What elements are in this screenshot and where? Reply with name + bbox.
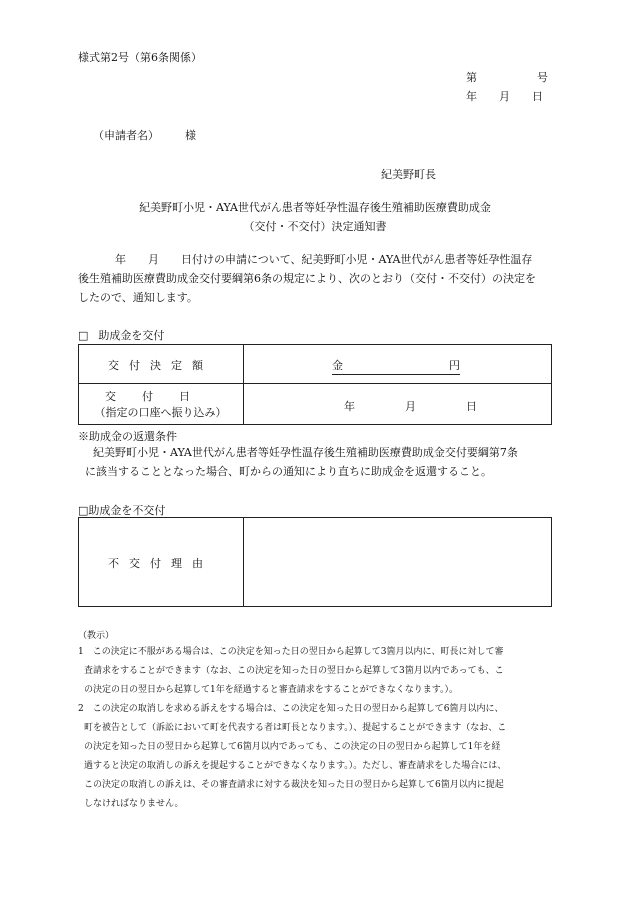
notice-item-1-line-1: 1 この決定に不服がある場合は、この決定を知った日の翌日から起算して3箇月以内に、町長に対して審 xyxy=(78,647,504,657)
grant-section-heading xyxy=(78,327,164,343)
title-line-2: （交付・不交付）決定通知書 xyxy=(243,220,387,233)
amount-prefix: 金 xyxy=(332,359,343,372)
amount-unit: 円 xyxy=(449,359,460,372)
doc-number-suffix: 号 xyxy=(537,71,548,84)
body-year: 年 xyxy=(115,253,126,266)
date-label: 交付日 xyxy=(105,390,216,403)
reason-label: 不交付理由 xyxy=(108,557,213,570)
reason-field[interactable] xyxy=(244,518,551,606)
applicant-name-placeholder: （申請者名） xyxy=(93,129,159,142)
doc-number-prefix: 第 xyxy=(466,71,477,84)
grant-table-divider-h xyxy=(78,383,552,384)
grant-date-year: 年 xyxy=(344,400,355,413)
grant-heading-label: 助成金を交付 xyxy=(98,329,165,342)
body-line-2: 後生殖補助医療費助成金交付要綱第6条の規定により、次のとおり（交付・不交付）の決定を xyxy=(78,272,536,285)
return-condition-heading: ※助成金の返還条件 xyxy=(78,430,177,443)
notice-heading: （教示） xyxy=(78,631,115,641)
addressee xyxy=(93,127,196,143)
amount-label: 交付決定額 xyxy=(108,359,213,372)
date-sub-label: （指定の口座へ振り込み） xyxy=(94,406,227,419)
return-condition-line-2: に該当することとなった場合、町からの通知により直ちに助成金を返還すること。 xyxy=(85,465,492,478)
issue-date-month: 月 xyxy=(499,90,510,103)
amount-value[interactable] xyxy=(332,357,460,375)
issue-date-year: 年 xyxy=(466,90,477,103)
notice-item-1-line-3: の決定の日の翌日から起算して1年を経過すると審査請求をすることができなくなります。）。 xyxy=(84,685,459,695)
grant-date-day: 日 xyxy=(466,400,477,413)
grant-date-value[interactable] xyxy=(344,398,477,414)
notice-item-1-line-2: 査請求をすることができます（なお、この決定を知った日の翌日から起算して3箇月以内であっても、こ xyxy=(84,666,504,676)
notice-item-2-line-3: の決定を知った日の翌日から起算して6箇月以内であっても、この決定の日の翌日から起算して1年を経 xyxy=(84,742,501,752)
body-line-1 xyxy=(115,250,532,269)
body-month: 月 xyxy=(148,253,159,266)
notice-item-2-line-6: しなければなりません。 xyxy=(84,799,184,809)
doc-number xyxy=(466,69,548,85)
form-id: 様式第2号（第6条関係） xyxy=(78,51,202,64)
return-condition-line-1: 紀美野町小児・AYA世代がん患者等妊孕性温存後生殖補助医療費助成金交付要綱第7条 xyxy=(93,446,518,459)
grant-table-divider-v xyxy=(243,344,244,425)
body-line-3: したので、通知します。 xyxy=(78,291,198,304)
no-grant-heading: □助成金を不交付 xyxy=(78,504,166,517)
notice-item-2-line-2: 町を被告として（訴訟において町を代表する者は町長となります。）、提起することができます（なお、こ xyxy=(84,723,507,733)
notice-item-2-line-5: この決定の取消しの訴えは、その審査請求に対する裁決を知った日の翌日から起算して6箇月以内に提起 xyxy=(84,780,504,790)
issue-date-day: 日 xyxy=(532,90,543,103)
issue-date xyxy=(466,88,543,104)
notice-item-2-line-4: 過すると決定の取消しの訴えを提起することができなくなります。）。ただし、審査請求をした場合には、 xyxy=(84,761,507,771)
notice-item-2-line-1: 2 この決定の取消しを求める訴えをする場合は、この決定を知った日の翌日から起算して6箇月以内に、 xyxy=(78,704,504,714)
issuer: 紀美野町長 xyxy=(381,168,436,181)
honorific: 様 xyxy=(185,129,196,142)
title-line-1: 紀美野町小児・AYA世代がん患者等妊孕性温存後生殖補助医療費助成金 xyxy=(139,201,491,214)
grant-checkbox[interactable]: □ xyxy=(78,329,89,342)
body-rest: 日付けの申請について、紀美野町小児・AYA世代がん患者等妊孕性温存 xyxy=(181,253,533,266)
grant-date-month: 月 xyxy=(405,400,416,413)
